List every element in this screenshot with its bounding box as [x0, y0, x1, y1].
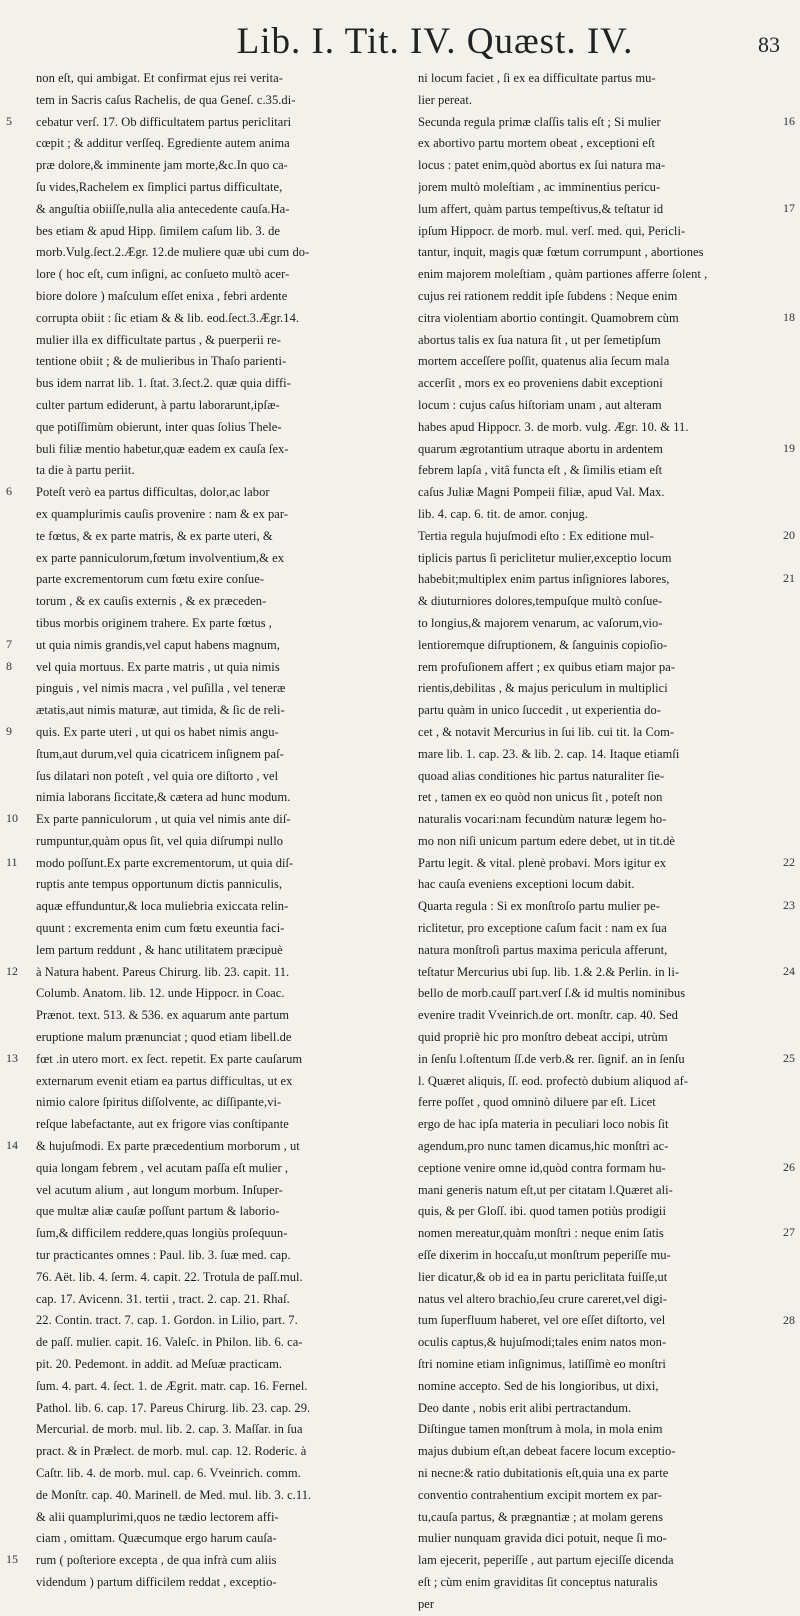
text-line: cujus rei rationem reddit ipſe ſubdens : Neque enim [418, 288, 678, 303]
text-line: ætatis,aut nimis maturæ, aut timida, & ſic de reli- [36, 703, 285, 718]
text-line: ruptis ante tempus opportunum dictis panniculis, [36, 877, 283, 892]
text-line: ceptione venire omne id,quòd contra formam hu- [418, 1160, 666, 1175]
text-line: mo non niſi unicum partum edere debet, ut in tit.dè [418, 833, 676, 848]
text-line: cebatur verſ. 17. Ob difficultatem partus periclitari [36, 114, 292, 129]
page-number: 83 [758, 32, 780, 57]
text-line: externarum evenit etiam ea partus difficultas, ut ex [36, 1073, 293, 1088]
text-line: ret , tamen ex eo quòd non unicus ſit , poteſt non [418, 790, 663, 805]
text-line: accerſit , mors ex eo proveniens dabit exceptioni [418, 376, 663, 391]
margin-line-number: 16 [783, 113, 795, 128]
text-line: conventio contrahentium excipit mortem ex par- [418, 1487, 662, 1502]
text-line: mulier nunquam gravida dici potuit, neque ſi mo- [418, 1531, 667, 1546]
margin-line-number: 15 [6, 1552, 18, 1567]
text-line: nimio calore ſpiritus diſſolvente, ac diſſipante,vi- [36, 1095, 282, 1110]
text-line: habes apud Hippocr. 3. de morb. vulg. Ægr. 10. & 11. [418, 419, 689, 434]
text-line: quis, & per Gloſſ. ibi. quod tamen potiùs prodigii [418, 1204, 666, 1219]
text-line: abortus talis ex ſua natura ſit , ut per ſemetipſum [418, 332, 661, 347]
margin-line-number: 27 [783, 1225, 795, 1240]
margin-line-number: 7 [6, 636, 12, 651]
margin-line-number: 11 [6, 854, 18, 869]
text-line: quia longam febrem , vel acutam paſſa eſt mulier , [36, 1160, 289, 1175]
text-line: 76. Aët. lib. 4. ſerm. 4. capit. 22. Trotula de paſſ.mul. [36, 1269, 303, 1284]
text-line: Quarta regula : Si ex monſtroſo partu mulier pe- [418, 899, 660, 914]
text-line: pit. 20. Pedemont. in addit. ad Meſuæ practicam. [36, 1357, 283, 1372]
margin-line-number: 20 [783, 527, 795, 542]
text-line: que potiſſimùm obierunt, inter quas ſolius Thele- [36, 419, 282, 434]
text-line: natura monſtroſi partus maxima pericula afferunt, [418, 942, 668, 957]
text-line: ſus dilatari non poteſt , vel quia ore diſtorto , vel [36, 768, 279, 783]
text-line: Prænot. text. 513. & 536. ex aquarum ante partum [36, 1008, 290, 1023]
text-line: citra violentiam abortio contingit. Quamobrem cùm [418, 310, 679, 325]
text-line: enim majorem moleſtiam , quàm partiones afferre ſolent , [418, 267, 708, 282]
text-line: rum ( poſteriore excepta , de qua infrà cum aliis [36, 1553, 277, 1568]
text-line: modo poſſunt.Ex parte excrementorum, ut quia diſ- [36, 855, 294, 870]
text-line: evenire tradit Vveinrich.de ort. monſtr. cap. 40. Sed [418, 1008, 678, 1023]
margin-line-number: 23 [783, 898, 795, 913]
text-line: to longius,& majorem venarum, ac vaſorum,vio- [418, 615, 663, 630]
text-line: ni locum faciet , ſi ex ea difficultate partus mu- [418, 71, 656, 85]
text-line: eſſe dixerim in hoccaſu,ut monſtrum peperiſſe mu- [418, 1248, 671, 1263]
margin-line-number: 13 [6, 1051, 18, 1065]
text-line: bus idem narrat lib. 1. ſtat. 3.ſect.2. quæ quia diffi- [36, 376, 291, 391]
text-line: quarum ægrotantium utraque abortu in ardentem [418, 441, 663, 456]
text-line: lier pereat. [418, 92, 473, 107]
text-line: tibus morbis originem trahere. Ex parte fœtus , [36, 615, 272, 630]
text-line: lam ejecerit, peperiſſe , aut partum ejeciſſe dicenda [418, 1553, 674, 1568]
text-line: corrupta obiit : ſic etiam & & lib. eod.ſect.3.Ægr.14. [36, 310, 300, 325]
text-line: biore dolore ) maſculum eſſet enixa , febri ardente [36, 288, 288, 303]
margin-line-number: 9 [6, 724, 12, 738]
text-line: rem profuſionem affert ; ex quibus etiam major pa- [418, 659, 676, 674]
margin-line-number: 25 [783, 1051, 795, 1065]
text-line: à Natura habent. Pareus Chirurg. lib. 23. capit. 11. [36, 964, 290, 979]
text-line: nomen mereatur,quàm monſtri : neque enim ſatis [418, 1226, 664, 1241]
text-line: reſque labefactante, aut ex frigore vias conſtipante [36, 1117, 289, 1132]
margin-line-number: 14 [6, 1138, 18, 1153]
text-line: ex abortivo partu mortem obeat , exceptioni eſt [418, 136, 655, 151]
text-line: videndum ) partum difficilem reddat , exceptio- [36, 1574, 277, 1589]
text-line: Diſtingue tamen monſtrum à mola, in mola enim [418, 1422, 663, 1437]
text-line: mani generis natum eſt,ut per citatam l.Quæret ali- [418, 1182, 673, 1197]
text-line: cet , & notavit Mercurius in ſui lib. cui tit. la Com- [418, 724, 675, 739]
text-line: culter partum ediderunt, à partu laborarunt,ipſæ- [36, 397, 280, 412]
text-line: cap. 17. Avicenn. 31. tertii , tract. 2. cap. 21. Rhaſ. [36, 1291, 290, 1306]
margin-line-number: 18 [783, 309, 795, 324]
text-line: aquæ effunduntur,& loca muliebria exiccata relin- [36, 899, 289, 914]
text-line: & hujuſmodi. Ex parte præcedentium morborum , ut [36, 1139, 300, 1154]
text-line: teſtatur Mercurius ubi ſup. lib. 1.& 2.& Perlin. in li- [418, 964, 680, 979]
text-line: ſtri nomine etiam inſignimus, latiſſimè eo monſtri [418, 1357, 666, 1372]
text-line: de paſſ. mulier. capit. 16. Valeſc. in Philon. lib. 6. ca- [36, 1335, 303, 1350]
text-line: quid propriè hic pro monſtro debeat accipi, utrùm [418, 1030, 668, 1045]
text-line: præ dolore,& imminente jam morte,&c.In quo ca- [36, 158, 288, 173]
text-line: bello de morb.cauſſ part.verſ ſ.& id multis nominibus [418, 986, 686, 1001]
text-line: ſum,& difficilem reddere,quas longiùs proſequun- [36, 1226, 288, 1241]
text-line: quoad alias conditiones hic partus naturaliter ſie- [418, 768, 665, 783]
text-line: lem partum reddunt , & hanc utilitatem præcipuè [36, 942, 283, 957]
text-line: per [418, 1596, 435, 1611]
text-line: l. Quæret aliquis, ſſ. eod. profectò dubium aliquod af- [418, 1073, 689, 1088]
text-line: nomine accepto. Sed de his longioribus, ut dixi, [418, 1378, 659, 1393]
text-line: ciam , omittam. Quæcumque ergo harum cauſa- [36, 1531, 277, 1546]
text-line: lentioremque diſruptionem, & ſanguinis copioſio- [418, 637, 668, 652]
text-line: & diuturniores dolores,tempuſque multò conſue- [418, 594, 663, 609]
text-line: natus vel altero brachio,ſeu crure careret,vel digi- [418, 1291, 668, 1306]
text-line: lier dicatur,& ob id ea in partu periclitata fuiſſe,ut [418, 1269, 668, 1284]
text-line: quunt : excrementa enim cum fœtu exeuntia faci- [36, 921, 285, 936]
running-header [0, 8, 800, 70]
text-line: torum , & ex cauſis externis , & ex præceden- [36, 594, 267, 609]
margin-line-number: 28 [783, 1312, 795, 1327]
text-line: jorem multò moleſtiam , ac imminentius pericu- [418, 179, 661, 194]
text-line: ferre poſſet , quod omninò diluere par eſt. Licet [418, 1095, 656, 1110]
text-line: pract. & in Prælect. de morb. mul. cap. 12. Roderic. à [36, 1444, 307, 1459]
text-line: tum ſuperfluum haberet, vel ore eſſet diſtorto, vel [418, 1313, 666, 1328]
text-line: ergo de hac ipſa materia in peculiari loco nobis ſit [418, 1117, 669, 1132]
text-line: fœt .in utero mort. ex ſect. repetit. Ex parte cauſarum [36, 1051, 303, 1066]
text-line: & anguſtia obiiſſe,nulla alia antecedente cauſa.Ha- [36, 201, 290, 216]
text-line: rientis,debilitas , & majus periculum in multiplici [418, 681, 668, 696]
text-line: que multæ aliæ cauſæ poſſunt partum & laborio- [36, 1204, 280, 1219]
text-line: tur practicantes omnes : Paul. lib. 3. ſuæ med. cap. [36, 1248, 291, 1263]
text-line: eruptione malum prænunciat ; quod etiam libell.de [36, 1030, 292, 1045]
text-line: tem in Sacris caſus Rachelis, de qua Geneſ. c.35.di- [36, 92, 296, 107]
text-line: hac cauſa eveniens exceptioni locum dabit. [418, 877, 635, 892]
text-line: Ex parte panniculorum , ut quia vel nimis ante diſ- [36, 812, 291, 827]
text-line: ni necne:& ratio dubitationis eſt,quia una ex parte [418, 1466, 669, 1480]
text-line: Pathol. lib. 6. cap. 17. Pareus Chirurg. lib. 23. cap. 29. [36, 1400, 311, 1415]
margin-line-number: 24 [783, 963, 795, 978]
text-line: te fœtus, & ex parte matris, & ex parte uteri, & [36, 528, 273, 543]
text-line: locum : cujus caſus hiſtoriam unam , aut alteram [418, 397, 662, 412]
text-line: oculis captus,& hujuſmodi;tales enim natos mon- [418, 1335, 667, 1350]
margin-line-number: 12 [6, 963, 18, 978]
text-line: ſum. 4. part. 4. ſect. 1. de Ægrit. matr. cap. 16. Fernel. [36, 1378, 308, 1393]
text-line: Columb. Anatom. lib. 12. unde Hippocr. in Coac. [36, 986, 285, 1001]
text-line: rumpuntur,quàm opus ſit, vel quia diſrumpi nullo [36, 833, 284, 848]
text-line: Secunda regula primæ claſſis talis eſt ; Si mulier [418, 114, 661, 129]
text-line: tu,cauſa partus, & prægnantiæ ; at molam gerens [418, 1509, 664, 1524]
text-line: eſt ; cùm enim graviditas ſit conceptus naturalis [418, 1574, 658, 1589]
margin-line-number: 26 [783, 1160, 795, 1174]
text-line: & alii quamplurimi,quos ne tædio lectorem affi- [36, 1509, 279, 1524]
text-line: riclitetur, pro exceptione caſum facit : nam ex ſua [418, 921, 667, 936]
text-line: ex parte panniculorum,fœtum involventium,& ex [36, 550, 285, 565]
text-line: Poteſt verò ea partus difficultas, dolor,ac labor [36, 485, 270, 500]
text-line: vel acutum alium , aut longum morbum. Inſuper- [36, 1182, 283, 1197]
left-text-column [36, 68, 398, 1594]
text-line: bes etiam & apud Hipp. ſimilem caſum lib. 3. de [36, 223, 280, 238]
text-line: Partu legit. & vital. plenè probavi. Mors igitur ex [418, 855, 666, 870]
text-line: mulier illa ex difficultate partus , & puerperii re- [36, 332, 281, 347]
text-line: pinguis , vel nimis macra , vel puſilla , vel teneræ [36, 681, 286, 696]
text-line: ex quamplurimis cauſis provenire : nam & ex par- [36, 506, 289, 521]
text-line: agendum,pro nunc tamen dicamus,hic monſtri ac- [418, 1139, 669, 1154]
text-line: lum affert, quàm partus tempeſtivus,& teſtatur id [418, 201, 664, 216]
text-line: 22. Contin. tract. 7. cap. 1. Gordon. in Lilio, part. 7. [36, 1313, 298, 1328]
text-line: locus : patet enim,quòd abortus ex ſui natura ma- [418, 158, 666, 173]
margin-line-number: 10 [6, 811, 18, 826]
running-title: Lib. I. Tit. IV. Quæst. IV. [236, 21, 634, 62]
text-line: mare lib. 1. cap. 23. & lib. 2. cap. 14. Itaque etiamſi [418, 746, 680, 761]
text-line: Deo dante , nobis erit alibi pertractandum. [418, 1400, 632, 1415]
margin-line-number: 19 [783, 440, 795, 455]
text-line: tiplicis partus ſi periclitetur mulier,exceptio locum [418, 550, 672, 565]
text-line: parte excrementorum cum fœtu exire conſue- [36, 572, 265, 587]
margin-line-number: 6 [6, 484, 12, 499]
text-line: Mercurial. de morb. mul. lib. 2. cap. 3. Maſſar. in ſua [36, 1422, 303, 1437]
text-line: nimia laborans ſiccitate,& cætera ad hunc modum. [36, 790, 291, 805]
text-line: de Monſtr. cap. 40. Marinell. de Med. mul. lib. 3. c.11. [36, 1487, 312, 1502]
text-line: febrem lapſa , vitâ functa eſt , & ſimilis etiam eſt [418, 463, 663, 478]
margin-line-number: 5 [6, 113, 12, 128]
text-line: partu quàm in unico ſuccedit , ut experientia do- [418, 703, 661, 718]
text-line: naturalis vocari:nam fecundùm naturæ legem ho- [418, 812, 667, 827]
text-line: caſus Juliæ Magni Pompeii filiæ, apud Val. Max. [418, 485, 665, 500]
text-line: ſtum,aut durum,vel quia cicatricem inſignem paſ- [36, 746, 284, 761]
margin-line-number: 21 [783, 571, 795, 586]
text-line: morb.Vulg.ſect.2.Ægr. 12.de muliere quæ ubi cum do- [36, 245, 310, 260]
text-line: ut quia nimis grandis,vel caput habens magnum, [36, 637, 280, 652]
right-text-column [418, 68, 780, 1616]
text-line: quis. Ex parte uteri , ut qui os habet nimis angu- [36, 724, 279, 739]
text-line: ſu vides,Rachelem ex ſimplici partus difficultate, [36, 179, 283, 194]
text-line: in ſenſu l.oſtentum ſſ.de verb.& rer. ſignif. an in ſenſu [418, 1051, 685, 1066]
text-line: Tertia regula hujuſmodi eſto : Ex editione mul- [418, 528, 654, 543]
text-line: Caſtr. lib. 4. de morb. mul. cap. 6. Vveinrich. comm. [36, 1466, 301, 1480]
text-line: non eſt, qui ambigat. Et confirmat ejus rei verita- [36, 71, 283, 85]
text-line: mortem acceſſere poſſit, quatenus alia ſecum mala [418, 354, 670, 369]
margin-line-number: 22 [783, 854, 795, 869]
text-line: tantur, inquit, magis quæ fœtum corrumpunt , abortiones [418, 245, 704, 260]
margin-line-number: 8 [6, 658, 12, 673]
text-line: ta die à partu periit. [36, 463, 135, 478]
text-line: cœpit ; & additur verſſeq. Egrediente autem anima [36, 136, 290, 151]
text-line: habebit;multiplex enim partus inſigniores labores, [418, 572, 670, 587]
text-line: lib. 4. cap. 6. tit. de amor. conjug. [418, 506, 588, 521]
margin-line-number: 17 [783, 200, 795, 215]
text-line: vel quia mortuus. Ex parte matris , ut quia nimis [36, 659, 280, 674]
text-line: lore ( hoc eſt, cum inſigni, ac conſueto multò acer- [36, 267, 290, 282]
text-line: majus dubium eſt,an debeat facere locum exceptio- [418, 1444, 676, 1459]
text-line: buli filiæ mentio habetur,quæ eadem ex cauſa ſex- [36, 441, 289, 456]
text-line: ipſum Hippocr. de morb. mul. verſ. med. qui, Pericli- [418, 223, 686, 238]
text-line: tentione obiit ; & de mulieribus in Thaſo parienti- [36, 354, 287, 369]
